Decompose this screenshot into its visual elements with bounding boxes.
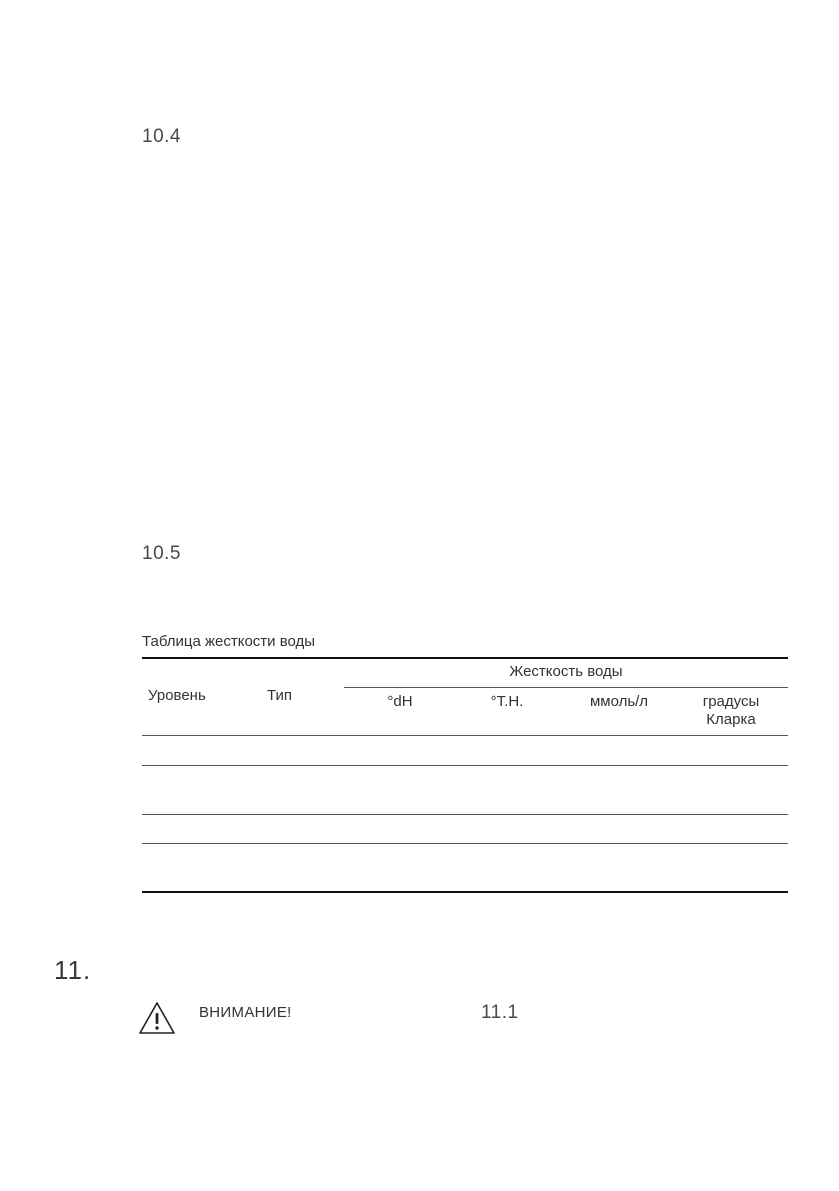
section-heading-11-1: 11.1 [481, 1002, 519, 1023]
row-divider [142, 843, 788, 844]
table-caption: Таблица жесткости воды [142, 633, 316, 650]
header-th: °T.H. [490, 693, 524, 710]
section-heading-10-4: 10.4 [142, 126, 181, 147]
water-hardness-table [142, 657, 788, 893]
row-divider [142, 765, 788, 766]
warning-triangle-icon [137, 1000, 177, 1036]
header-clark-line2: Кларка [706, 711, 756, 728]
header-dh: °dH [387, 693, 413, 710]
row-divider [142, 814, 788, 815]
chapter-heading-11: 11. [54, 955, 92, 985]
table-top-rule [142, 657, 788, 659]
header-bottom-rule [142, 735, 788, 736]
header-type: Тип [267, 687, 293, 704]
header-mmol: ммоль/л [589, 693, 649, 710]
header-clark-line1: градусы [702, 693, 760, 710]
warning-title: ВНИМАНИЕ! [199, 1004, 292, 1021]
section-heading-10-5: 10.5 [142, 543, 181, 564]
header-level: Уровень [148, 687, 206, 704]
header-clark [674, 693, 788, 729]
header-water-hardness: Жесткость воды [509, 663, 623, 680]
group-header-underline [344, 687, 788, 688]
table-bottom-rule [142, 891, 788, 893]
